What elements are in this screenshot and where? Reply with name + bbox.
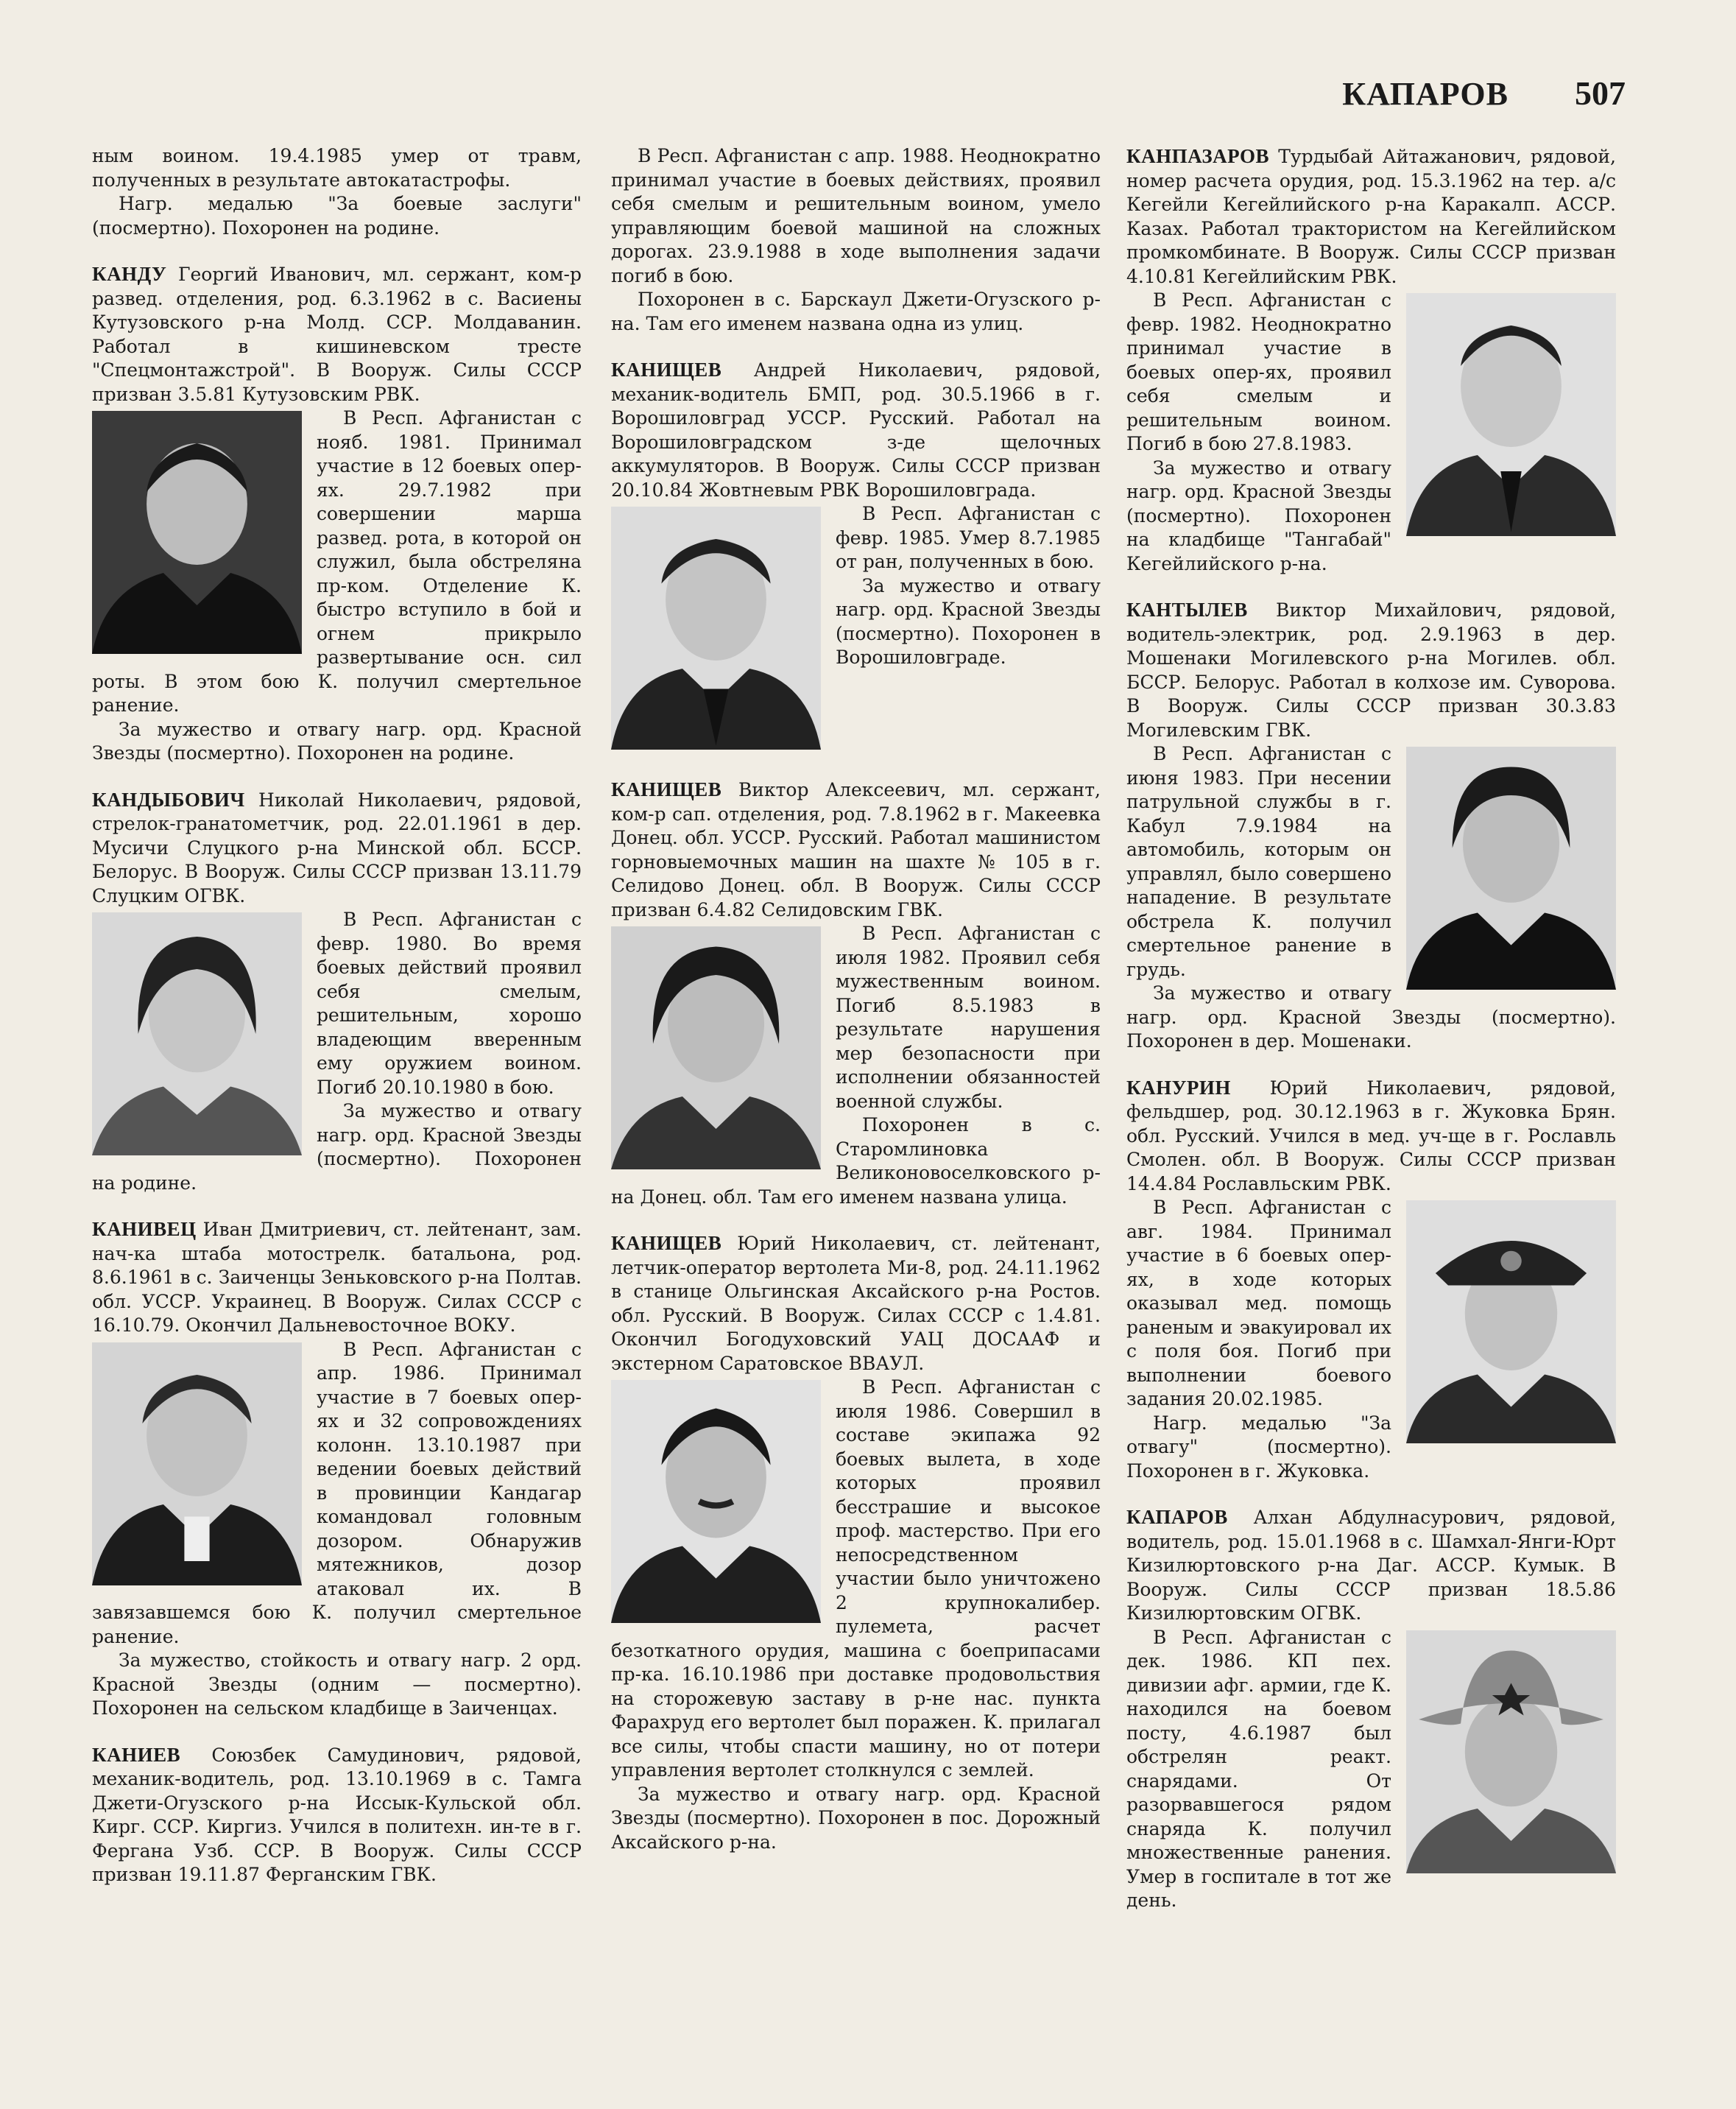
entry-text: Виктор Алексеевич, мл. сержант, ком-р сап. отделения, род. 7.8.1962 в г. Макеевка Донец. обл. УССР. Русский. Работал машинистом горновыемочных машин на шахте № 105 в г. Селидово Донец. обл. В Вооруж. Силы СССР призван 6.4.82 Селидовским ГВК. [611, 779, 1101, 920]
entry-kanishchev-andrei [611, 358, 1101, 756]
entry-kanishchev-yurii [611, 1231, 1101, 1854]
entry-text: Георгий Иванович, мл. сержант, ком-р развед. отделения, род. 6.3.1962 в с. Васиены Кутузовского р-на Молд. ССР. Молдаванин. Работал в кишиневском тресте "Спецмонтажстрой". В Вооруж. Силы СССР призван 3.5.81 Кутузовским РВК. [92, 264, 582, 405]
entry-text: За мужество и отвагу нагр. орд. Красной Звезды (посмертно). Похоронен на родине. [92, 1100, 582, 1194]
entry-name: КАНИЕВ [92, 1743, 181, 1766]
entry-continuation-2 [611, 144, 1101, 336]
entry-text: За мужество и отвагу нагр. орд. Красной Звезды (посмертно). Похоронен в Ворошиловграде. [836, 574, 1101, 668]
entry-text: Союзбек Самудинович, рядовой, механик-водитель, род. 13.10.1969 в с. Тамга Джети-Огузского р-на Иссык-Кульской обл. Кирг. ССР. Киргиз. Учился в политехн. ин-те в г. Фергана Узб. ССР. В Вооруж. Силы СССР призван 19.11.87 Ферганским ГВК. [92, 1744, 582, 1885]
entry-name: КАНИЩЕВ [611, 359, 722, 381]
page-number: 507 [1575, 74, 1626, 112]
portrait-photo [1406, 1630, 1616, 1873]
entry-kanurin [1126, 1076, 1616, 1484]
portrait-photo [1406, 747, 1616, 990]
entry-text: За мужество и отвагу нагр. орд. Красной Звезды (посмертно). Похоронен на родине. [92, 718, 582, 764]
entry-text: За мужество и отвагу нагр. орд. Красной Звезды (посмертно). Похоронен в пос. Дорожный Аксайского р-на. [611, 1783, 1101, 1853]
entry-name: КАНИВЕЦ [92, 1218, 197, 1240]
entry-text: В Респ. Афганистан с апр. 1986. Принимал участие в 7 боевых опер-ях и 32 сопровождениях колонн. 13.10.1987 при ведении боевых действий в провинции Кандагар командовал головным дозором. Обнаружив мятежников, дозор атаковал их. В завязавшемся бою К. получил смертельное ранение. [92, 1338, 582, 1647]
entry-text: Андрей Николаевич, рядовой, механик-водитель БМП, род. 30.5.1966 в г. Ворошиловград УССР. Русский. Работал на Ворошиловградском з-де щелочных аккумуляторов. В Вооруж. Силы СССР призван 20.10.84 Жовтневым РВК Ворошиловграда. [611, 359, 1101, 501]
entry-name: КАНУРИН [1126, 1076, 1231, 1099]
entry-text: В Респ. Афганистан с февр. 1980. Во время боевых действий проявил себя смелым, решительным, хорошо владеющим вверенным ему оружием воином. Погиб 20.10.1980 в бою. [317, 909, 582, 1098]
portrait-photo [1406, 293, 1616, 536]
entry-text: За мужество и отвагу нагр. орд. Красной Звезды (посмертно). Похоронен на кладбище "Тангабай" Кегейлийского р-на. [1126, 457, 1391, 574]
entry-text: Юрий Николаевич, рядовой, фельдшер, род. 30.12.1963 в г. Жуковка Брян. обл. Русский. Учился в мед. уч-ще в г. Рославль Смолен. обл. В Вооруж. Силы СССР призван 14.4.84 Рославльским РВК. [1126, 1077, 1616, 1194]
entry-name: КАНИЩЕВ [611, 778, 722, 800]
entry-text: Нагр. медалью "За отвагу" (посмертно). Похоронен в г. Жуковка. [1126, 1412, 1391, 1482]
entry-text: В Респ. Афганистан с дек. 1986. КП пех. дивизии афг. армии, где К. находился на боевом посту, 4.6.1987 был обстрелян реакт. снарядами. От разорвавшегося рядом снаряда К. получил множественные ранения. Умер в госпитале в тот же день. [1126, 1626, 1391, 1911]
entry-name: КАНТЫЛЕВ [1126, 599, 1248, 621]
entry-text: В Респ. Афганистан с апр. 1988. Неоднократно принимал участие в боевых действиях, проявил себя смелым и решительным воином, умело управляющим боевой машиной на сложных дорогах. 23.9.1988 в ходе выполнения задачи погиб в бою. [611, 145, 1101, 286]
column-1 [92, 144, 582, 1909]
entry-text: Юрий Николаевич, ст. лейтенант, летчик-оператор вертолета Ми-8, род. 24.11.1962 в станице Ольгинская Аксайского р-на Ростов. обл. Русский. В Вооруж. Силах СССР с 1.4.81. Окончил Богодуховский УАЦ ДОСААФ и экстерном Саратовское ВВАУЛ. [611, 1233, 1101, 1374]
entry-text: В Респ. Афганистан с февр. 1982. Неоднократно принимал участие в боевых опер-ях, проявил себя смелым и решительным воином. Погиб в бою 27.8.1983. [1126, 289, 1391, 454]
entry-text: Николай Николаевич, рядовой, стрелок-гранатометчик, род. 22.01.1961 в дер. Мусичи Слуцкого р-на Минской обл. БССР. Белорус. В Вооруж. Силы СССР призван 13.11.79 Слуцким ОГВК. [92, 789, 582, 906]
entry-text: ным воином. 19.4.1985 умер от травм, полученных в результате автокатастрофы. [92, 145, 582, 191]
entry-kanivets [92, 1217, 582, 1721]
portrait-photo [611, 1380, 821, 1623]
entry-continuation-1 [92, 144, 582, 240]
entry-name: КАНИЩЕВ [611, 1232, 722, 1254]
entry-text: Нагр. медалью "За боевые заслуги" (посмертно). Похоронен на родине. [92, 193, 582, 239]
entry-name: КАНДУ [92, 263, 167, 285]
entry-kaniev [92, 1743, 582, 1887]
portrait-photo [92, 912, 302, 1155]
portrait-photo [1406, 1200, 1616, 1443]
entry-name: КАНПАЗАРОВ [1126, 145, 1269, 167]
entry-text: В Респ. Афганистан с июня 1983. При несении патрульной службы в г. Кабул 7.9.1984 на автомобиль, которым он управлял, было совершено нападение. В результате обстрела К. получил смертельное ранение в грудь. [1126, 743, 1391, 980]
entry-kanpazarov [1126, 144, 1616, 576]
entry-kandybovich [92, 788, 582, 1196]
running-headword: КАПАРОВ [1342, 76, 1509, 112]
column-2 [611, 144, 1101, 1876]
entry-text: В Респ. Афганистан с нояб. 1981. Принимал участие в 12 боевых опер-ях. 29.7.1982 при совершении марша развед. рота, в которой он служил, была обстреляна пр-ком. Отделение К. быстро вступило в бой и огнем прикрыло развертывание осн. сил роты. В этом бою К. получил смертельное ранение. [92, 407, 582, 716]
portrait-photo [611, 507, 821, 750]
entry-text: В Респ. Афганистан с февр. 1985. Умер 8.7.1985 от ран, полученных в бою. [836, 503, 1101, 572]
entry-kanishchev-viktor [611, 778, 1101, 1209]
column-3 [1126, 144, 1616, 1935]
portrait-photo [92, 1342, 302, 1585]
entry-text: В Респ. Афганистан с июля 1982. Проявил себя мужественным воином. Погиб 8.5.1983 в результате нарушения мер безопасности при исполнении обязанностей военной службы. [836, 923, 1101, 1112]
entry-text: В Респ. Афганистан с июля 1986. Совершил в составе экипажа 92 боевых вылета, в ходе которых проявил бесстрашие и высокое проф. мастерство. При его непосредственном участии было уничтожено 2 крупнокалибер. пулемета, расчет безоткатного орудия, машина с боеприпасами пр-ка. 16.10.1986 при доставке продовольствия на сторожевую заставу в р-не нас. пункта Фарахруд его вертолет был поражен. К. прилагал все силы, чтобы спасти машину, но от потери управления вертолет столкнулся с землей. [611, 1376, 1101, 1781]
portrait-photo [92, 411, 302, 654]
entry-text: Алхан Абдулнасурович, рядовой, водитель, род. 15.01.1968 в с. Шамхал-Янги-Юрт Кизилюртовского р-на Даг. АССР. Кумык. В Вооруж. Силы СССР призван 18.5.86 Кизилюртовским ОГВК. [1126, 1507, 1616, 1624]
entry-text: Похоронен в с. Барскаул Джети-Огузского р-на. Там его именем названа одна из улиц. [611, 289, 1101, 334]
entry-kantylev [1126, 598, 1616, 1054]
entry-text: Иван Дмитриевич, ст. лейтенант, зам. нач-ка штаба мотострелк. батальона, род. 8.6.1961 в с. Заиченцы Зеньковского р-на Полтав. обл. УССР. Украинец. В Вооруж. Силах СССР с 16.10.79. Окончил Дальневосточное ВОКУ. [92, 1219, 582, 1336]
entry-text: Похоронен в с. Старомлиновка Великоновоселковского р-на Донец. обл. Там его именем названа улица. [611, 1114, 1101, 1208]
entry-kandu [92, 262, 582, 766]
entry-text: В Респ. Афганистан с авг. 1984. Принимал участие в 6 боевых опер-ях, в ходе которых оказывал мед. помощь раненым и эвакуировал их с поля боя. Погиб при выполнении боевого задания 20.02.1985. [1126, 1197, 1391, 1409]
entry-text: Виктор Михайлович, рядовой, водитель-электрик, род. 2.9.1963 в дер. Мошенаки Могилевского р-на Могилев. обл. БССР. Белорус. Работал в колхозе им. Суворова. В Вооруж. Силы СССР призван 30.3.83 Могилевским ГВК. [1126, 599, 1616, 741]
entry-text: Турдыбай Айтажанович, рядовой, номер расчета орудия, род. 15.3.1962 на тер. а/с Кегейли Кегейлийского р-на Каракалп. АССР. Казах. Работал трактористом на Кегейлийском промкомбинате. В Вооруж. Силы СССР призван 4.10.81 Кегейлийским РВК. [1126, 146, 1616, 287]
entry-kaparov [1126, 1505, 1616, 1913]
entry-name: КАПАРОВ [1126, 1506, 1228, 1528]
page-header [1342, 74, 1626, 113]
entry-name: КАНДЫБОВИЧ [92, 788, 245, 811]
entry-text: За мужество и отвагу нагр. орд. Красной Звезды (посмертно). Похоронен в дер. Мошенаки. [1126, 982, 1616, 1052]
portrait-photo [611, 926, 821, 1169]
entry-text: За мужество, стойкость и отвагу нагр. 2 орд. Красной Звезды (одним — посмертно). Похоронен на сельском кладбище в Заиченцах. [92, 1649, 582, 1719]
